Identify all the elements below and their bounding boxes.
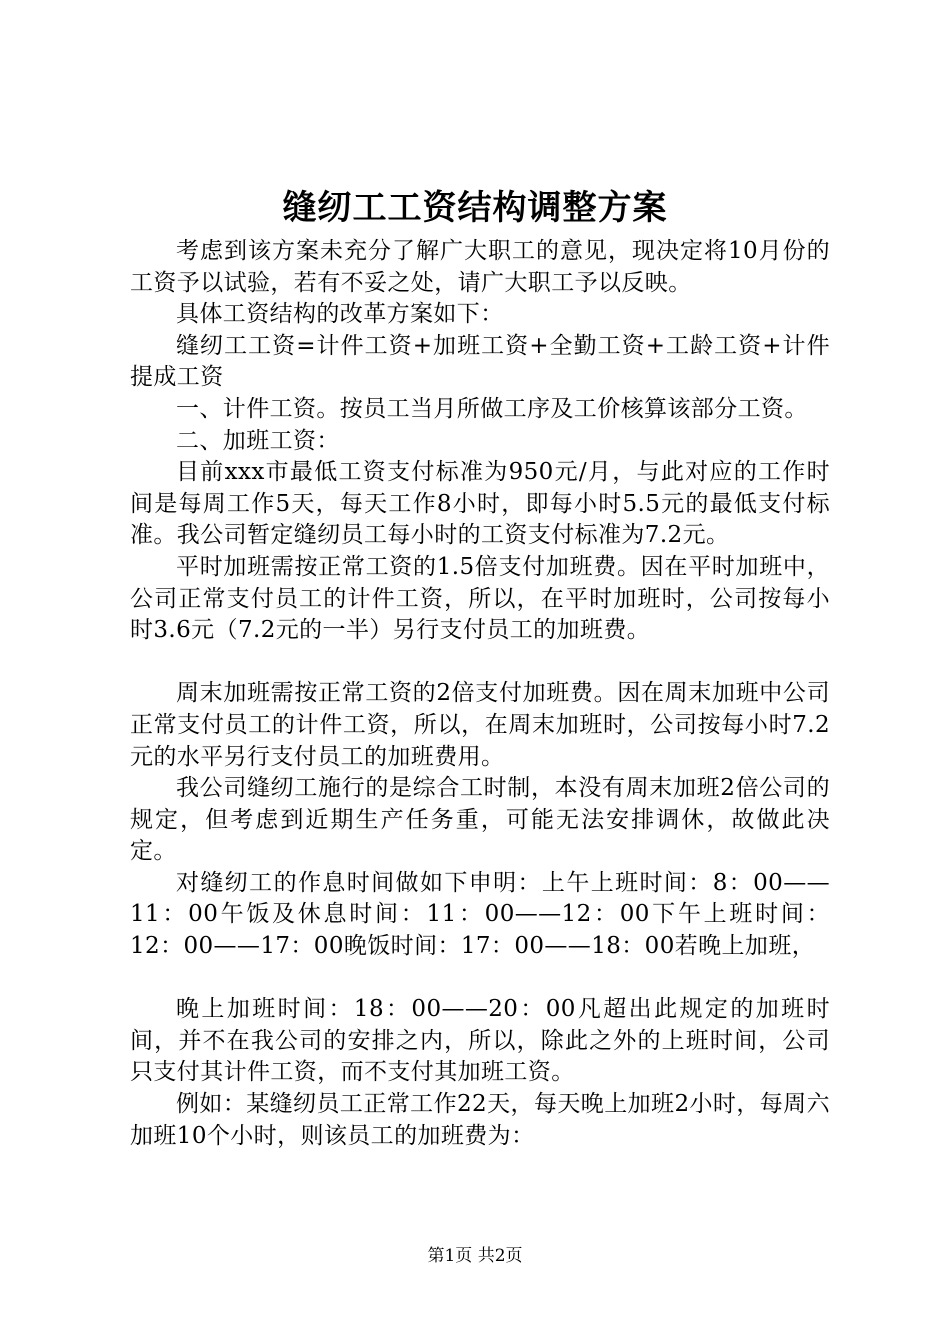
paragraph-schedule: 对缝纫工的作息时间做如下申明：上午上班时间：8：00——11：00午饭及休息时间：11：00——12：00下午上班时间：12：00——17：00晚饭时间：17：00——18：00若晚上加班， [130,869,830,960]
document-title: 缝纫工工资结构调整方案 [282,188,668,228]
paragraph-plan-heading: 具体工资结构的改革方案如下： [176,301,504,328]
paragraph-spacer [130,647,830,679]
page-number-footer: 第1页 共2页 [427,1246,523,1266]
paragraph-evening-overtime: 晚上加班时间：18：00——20：00凡超出此规定的加班时间，并不在我公司的安排之内，所以，除此之外的上班时间，公司只支付其计件工资，而不支付其加班工资。 [130,996,830,1086]
document-body [130,236,830,1152]
paragraph-example: 例如：某缝纫员工正常工作22天，每天晚上加班2小时，每周六加班10个小时，则该员工的加班费为： [130,1091,830,1149]
paragraph-overtime-heading: 二、加班工资： [176,427,340,454]
paragraph-piece-wage: 一、计件工资。按员工当月所做工序及工价核算该部分工资。 [176,395,808,422]
paragraph-wage-formula: 缝纫工工资=计件工资+加班工资+全勤工资+工龄工资+计件提成工资 [130,332,830,391]
paragraph-intro: 考虑到该方案未充分了解广大职工的意见，现决定将10月份的工资予以试验，若有不妥之处，请广大职工予以反映。 [130,238,830,296]
paragraph-weekend-overtime: 周末加班需按正常工资的2倍支付加班费。因在周末加班中公司正常支付员工的计件工资，所以，在周末加班时，公司按每小时7.2元的水平另行支付员工的加班费用。 [130,680,830,770]
paragraph-minimum-wage: 目前xxx市最低工资支付标准为950元/月，与此对应的工作时间是每周工作5天，每天工作8小时，即每小时5.5元的最低支付标准。我公司暂定缝纫员工每小时的工资支付标准为7.2元。 [130,459,830,549]
paragraph-weekday-overtime: 平时加班需按正常工资的1.5倍支付加班费。因在平时加班中，公司正常支付员工的计件工资，所以，在平时加班时，公司按每小时3.6元（7.2元的一半）另行支付员工的加班费。 [130,553,830,644]
paragraph-working-hours-system: 我公司缝纫工施行的是综合工时制，本没有周末加班2倍公司的规定，但考虑到近期生产任务重，可能无法安排调休，故做此决定。 [130,775,830,865]
paragraph-spacer [130,963,830,995]
